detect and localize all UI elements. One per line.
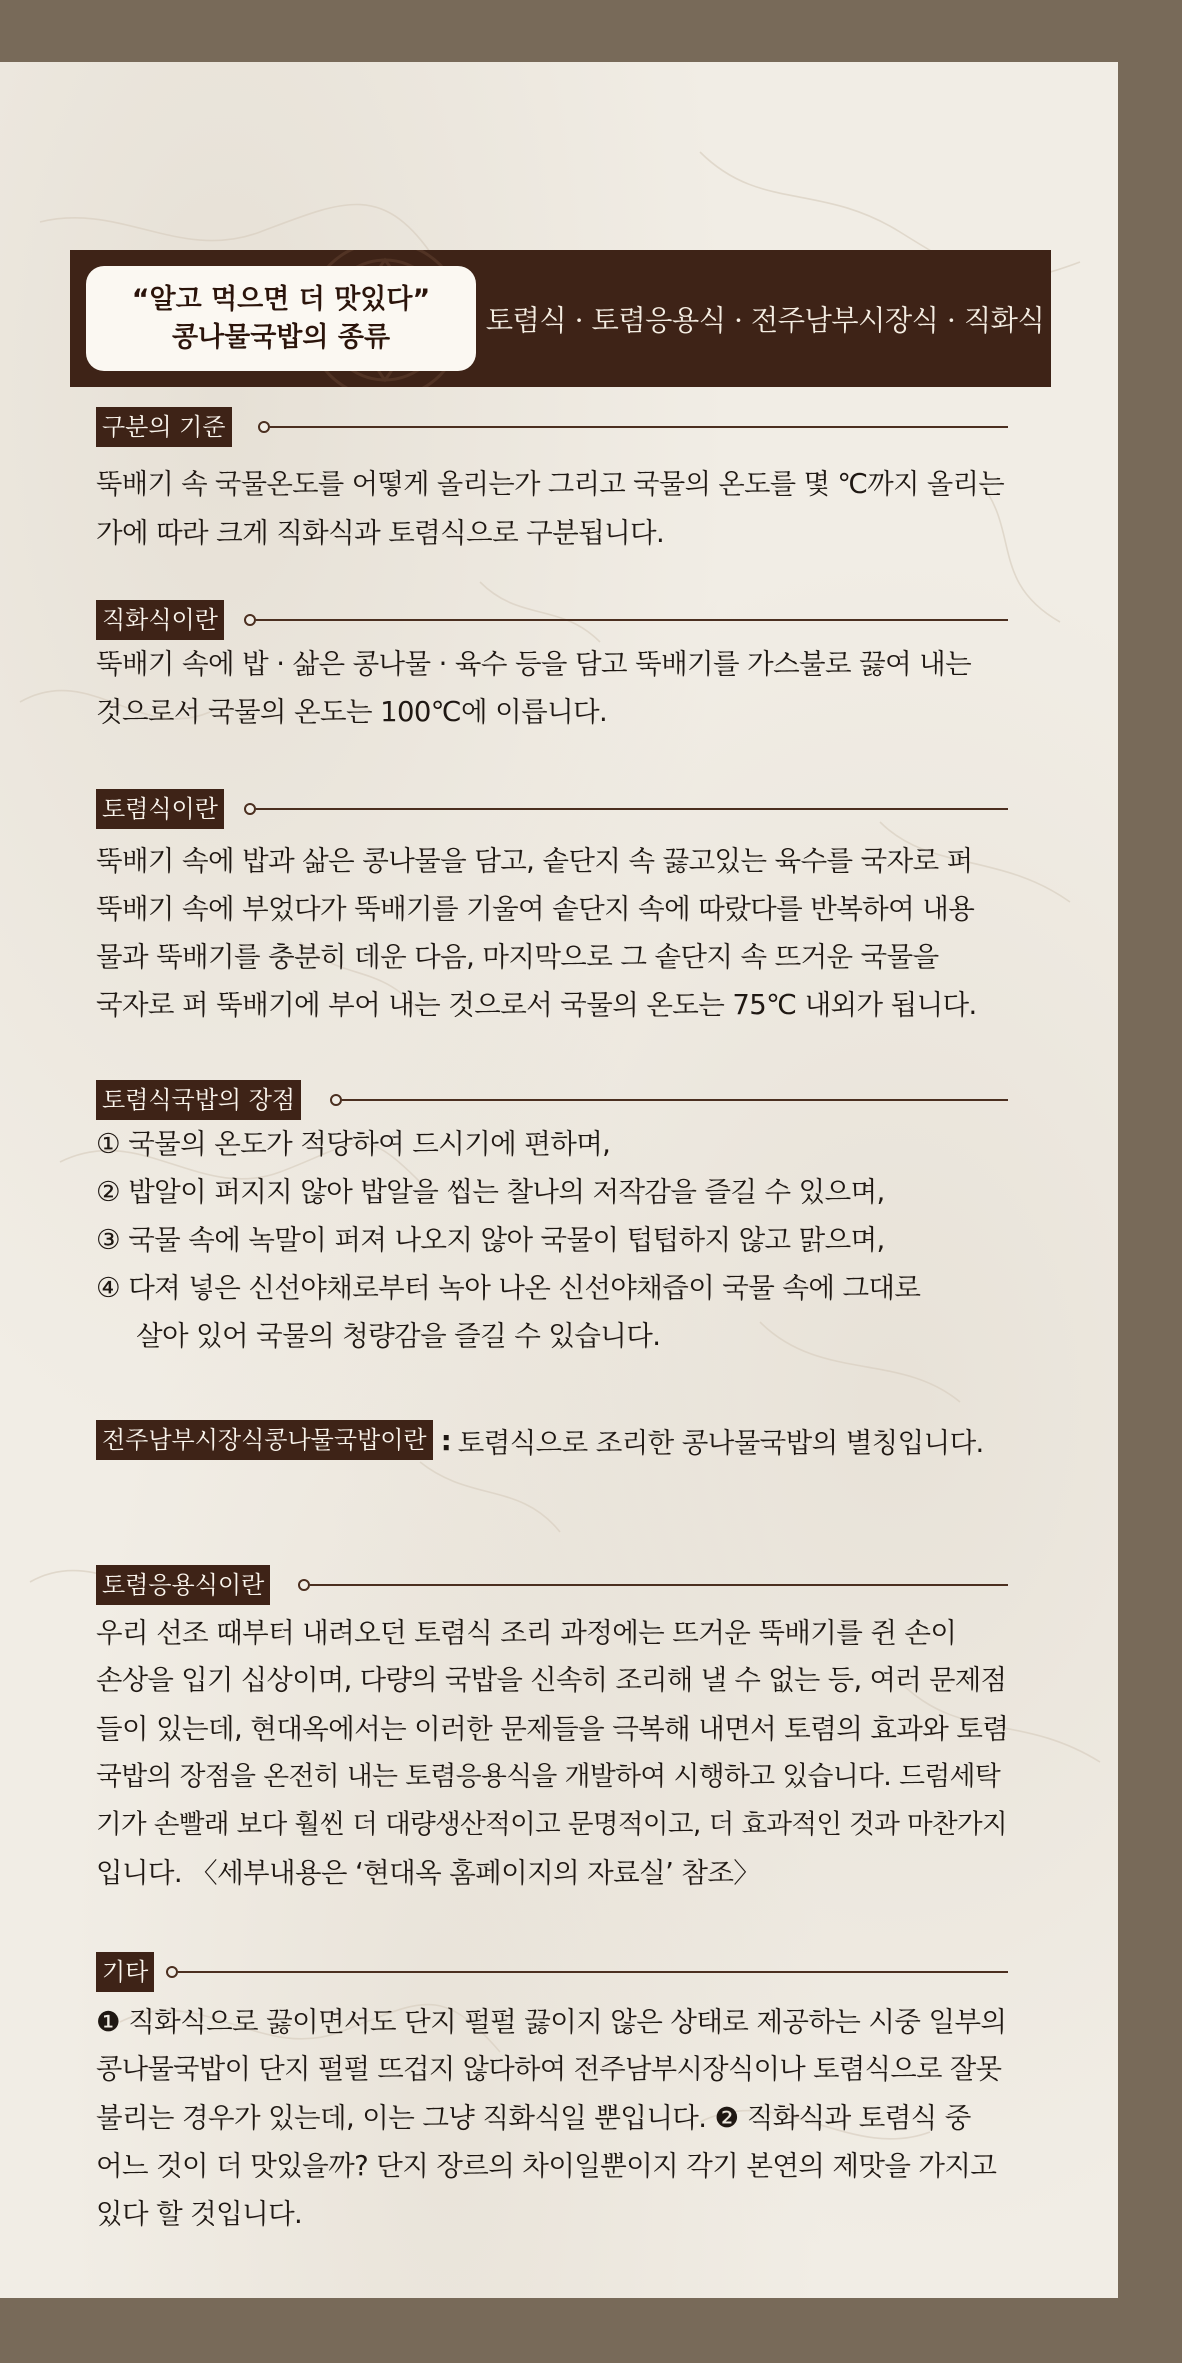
section-header xyxy=(96,600,1008,642)
section-rule xyxy=(270,426,1008,428)
body-line: 물과 뚝배기를 충분히 데운 다음, 마지막으로 그 솥단지 속 뜨거운 국물을 xyxy=(96,941,939,973)
rule-dot xyxy=(244,803,256,815)
section-rule xyxy=(178,1971,1008,1973)
body-line: 뚝배기 속에 밥과 삶은 콩나물을 담고, 솥단지 속 끓고있는 육수를 국자로 퍼 xyxy=(96,845,973,877)
jeonju-row xyxy=(96,1418,1008,1462)
body-line: 국밥의 장점을 온전히 내는 토렴응용식을 개발하여 시행하고 있습니다. 드럼세탁 xyxy=(96,1761,1001,1792)
body-line: 입니다. 〈세부내용은 ‘현대옥 홈페이지의 자료실’ 참조〉 xyxy=(96,1857,761,1889)
section-label: 토렴식이란 xyxy=(96,789,224,829)
body-line: 국자로 퍼 뚝배기에 부어 내는 것으로서 국물의 온도는 75℃ 내외가 됩니다. xyxy=(96,989,977,1021)
section-criteria xyxy=(96,407,1008,557)
section-applied xyxy=(96,1565,1008,1897)
section-direct-fire xyxy=(96,600,1008,736)
rule-dot xyxy=(298,1579,310,1591)
paper-background xyxy=(0,62,1118,2298)
section-rule xyxy=(256,808,1008,810)
body-line: 것으로서 국물의 온도는 100℃에 이릅니다. xyxy=(96,696,608,728)
body-line: 뚝배기 속 국물온도를 어떻게 올리는가 그리고 국물의 온도를 몇 ℃까지 올리는 xyxy=(96,469,1005,500)
banner-types-list: 토렴식 · 토렴응용식 · 전주남부시장식 · 직화식 xyxy=(485,304,1045,337)
section-label: 기타 xyxy=(96,1952,154,1992)
section-header xyxy=(96,789,1008,831)
list-item-continuation: 살아 있어 국물의 청량감을 즐길 수 있습니다. xyxy=(136,1320,661,1352)
body-line: 가에 따라 크게 직화식과 토렴식으로 구분됩니다. xyxy=(96,517,665,549)
section-label: 직화식이란 xyxy=(96,600,224,640)
section-header xyxy=(96,407,1008,449)
jeonju-definition: 토렴식으로 조리한 콩나물국밥의 별칭입니다. xyxy=(457,1427,984,1459)
section-body xyxy=(96,461,1008,557)
section-rule xyxy=(342,1099,1008,1101)
section-label: 구분의 기준 xyxy=(96,407,232,447)
body-line: 뚝배기 속에 부었다가 뚝배기를 기울여 솥단지 속에 따랐다를 반복하여 내용 xyxy=(96,893,975,925)
body-line: 어느 것이 더 맛있을까? 단지 장르의 차이일뿐이지 각기 본연의 제맛을 가지고 xyxy=(96,2150,997,2182)
rule-dot xyxy=(166,1966,178,1978)
body-line: 뚝배기 속에 밥 · 삶은 콩나물 · 육수 등을 담고 뚝배기를 가스불로 끓여 내는 xyxy=(96,648,972,680)
section-header xyxy=(96,1952,1008,1994)
body-line: 기가 손빨래 보다 훨씬 더 대량생산적이고 문명적이고, 더 효과적인 것과 마찬가지 xyxy=(96,1809,1008,1840)
section-label: 토렴응용식이란 xyxy=(96,1565,270,1605)
banner-headline-pill xyxy=(86,266,476,371)
body-line: 불리는 경우가 있는데, 이는 그냥 직화식일 뿐입니다. ❷ 직화식과 토렴식 중 xyxy=(96,2102,971,2134)
section-body xyxy=(96,837,1008,1029)
body-line: ❶ 직화식으로 끓이면서도 단지 펄펄 끓이지 않은 상태로 제공하는 시중 일부의 xyxy=(96,2006,1007,2038)
banner-headline: “알고 먹으면 더 맛있다” xyxy=(131,283,431,315)
advantages-list xyxy=(96,1120,1008,1360)
list-item: ② 밥알이 퍼지지 않아 밥알을 씹는 찰나의 저작감을 즐길 수 있으며, xyxy=(96,1176,885,1208)
section-rule xyxy=(310,1584,1008,1586)
rule-dot xyxy=(244,614,256,626)
list-item: ① 국물의 온도가 적당하여 드시기에 편하며, xyxy=(96,1128,611,1160)
section-toryeom xyxy=(96,789,1008,1029)
body-line: 들이 있는데, 현대옥에서는 이러한 문제들을 극복해 내면서 토렴의 효과와 토렴 xyxy=(96,1713,1009,1745)
list-item: ③ 국물 속에 녹말이 퍼져 나오지 않아 국물이 텁텁하지 않고 맑으며, xyxy=(96,1224,885,1256)
body-line: 손상을 입기 십상이며, 다량의 국밥을 신속히 조리해 낼 수 없는 등, 여러 문제점 xyxy=(96,1665,1007,1696)
list-item: ④ 다져 넣은 신선야채로부터 녹아 나온 신선야채즙이 국물 속에 그대로 xyxy=(96,1272,921,1304)
body-line: 우리 선조 때부터 내려오던 토렴식 조리 과정에는 뜨거운 뚝배기를 쥔 손이 xyxy=(96,1617,957,1649)
section-advantages xyxy=(96,1080,1008,1360)
body-line: 콩나물국밥이 단지 펄펄 뜨겁지 않다하여 전주남부시장식이나 토렴식으로 잘못 xyxy=(96,2054,1002,2085)
section-body xyxy=(96,1609,1008,1897)
section-body xyxy=(96,1998,1008,2238)
section-header xyxy=(96,1080,1008,1122)
section-etc xyxy=(96,1952,1008,2238)
section-label: 전주남부시장식콩나물국밥이란 xyxy=(96,1420,433,1460)
rule-dot xyxy=(258,421,270,433)
section-jeonju xyxy=(96,1418,1008,1462)
banner-subheadline: 콩나물국밥의 종류 xyxy=(171,321,391,353)
section-body xyxy=(96,640,1008,736)
title-banner xyxy=(70,250,1051,387)
section-label: 토렴식국밥의 장점 xyxy=(96,1080,301,1120)
body-line: 있다 할 것입니다. xyxy=(96,2198,303,2230)
section-header xyxy=(96,1565,1008,1607)
colon: : xyxy=(440,1423,452,1457)
section-rule xyxy=(256,619,1008,621)
rule-dot xyxy=(330,1094,342,1106)
